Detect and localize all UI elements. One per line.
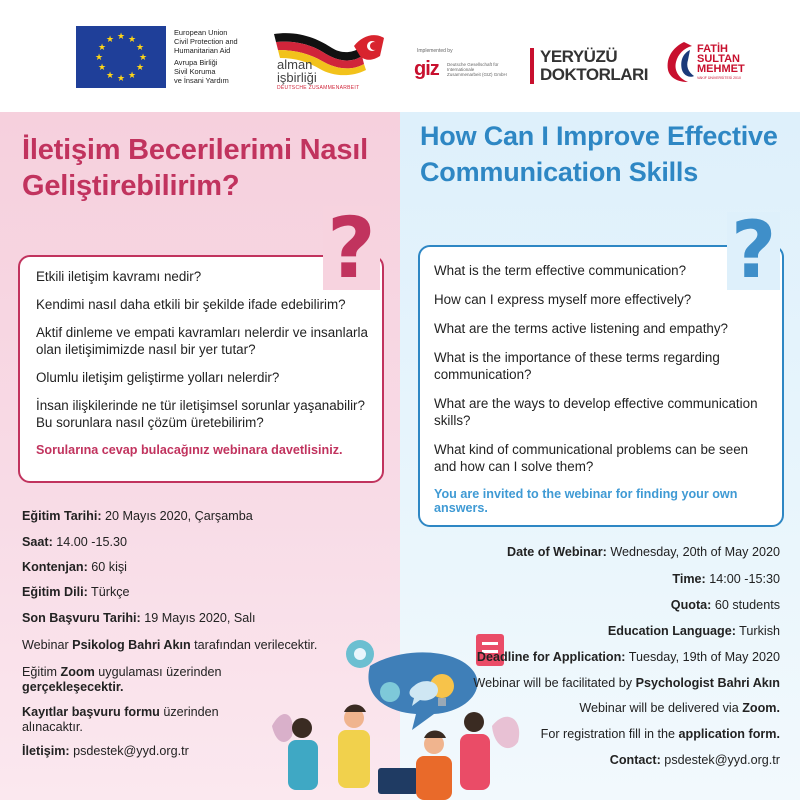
eu-flag-icon: ★ ★ ★ ★ ★ ★ ★ ★ ★ ★ ★ ★ — [76, 26, 166, 88]
turkish-question-list — [36, 268, 376, 458]
tr-date-label: Eğitim Tarihi: — [22, 509, 102, 523]
en-facilitator-row — [440, 676, 780, 691]
fsm-logo-icon — [664, 40, 696, 84]
tr-zoom-row — [22, 665, 262, 695]
en-date-label: Date of Webinar: — [507, 545, 607, 559]
tr-form-post: üzerinden alınacaktır. — [22, 705, 219, 734]
list-item: What are the terms active listening and empathy? — [434, 321, 728, 336]
eu-caption — [174, 28, 269, 85]
isbirligi-text: işbirliği — [277, 70, 317, 85]
en-deadline-row — [440, 650, 780, 665]
eu-caption-line: Humanitarian Aid — [174, 46, 231, 55]
tr-lang-label: Eğitim Dili: — [22, 585, 88, 599]
tr-form-row — [22, 705, 242, 735]
turkish-invite-text: Sorularına cevap bulacağınız webinara davetlisiniz. — [36, 443, 343, 457]
tr-zoom-name: Zoom — [60, 665, 95, 679]
tr-time-row — [22, 535, 342, 550]
en-quota-row — [440, 598, 780, 613]
en-zoom-pre: Webinar will be delivered via — [579, 701, 743, 715]
eu-caption-line: European Union — [174, 28, 228, 37]
en-deadline-value: Tuesday, 19th of May 2020 — [625, 650, 780, 664]
english-title: How Can I Improve Effective Communication Skills — [420, 121, 778, 187]
tr-deadline-label: Son Başvuru Tarihi: — [22, 611, 141, 625]
question-mark-icon: ? — [323, 206, 380, 290]
tr-deadline-row — [22, 611, 342, 626]
en-date-row — [440, 545, 780, 560]
english-question-list — [434, 262, 774, 515]
list-item: Olumlu iletişim geliştirme yolları nelerdir? — [36, 370, 280, 385]
list-item: What is the term effective communication? — [434, 263, 687, 278]
eu-caption-line: Avrupa Birliği — [174, 58, 218, 67]
implemented-by-text: Implemented by — [417, 48, 453, 54]
fsm-line: SULTAN — [697, 53, 740, 65]
list-item: Etkili iletişim kavramı nedir? — [36, 269, 202, 284]
tr-deadline-value: 19 Mayıs 2020, Salı — [140, 611, 256, 625]
list-item: How can I express myself more effectively? — [434, 292, 692, 307]
en-time-label: Time: — [672, 572, 706, 586]
tr-lang-row — [22, 585, 342, 600]
doktorlari-line: DOKTORLARI — [540, 65, 649, 84]
tr-zoom-post: gerçekleşecektir. — [22, 680, 124, 694]
tr-facilitator-pre: Webinar — [22, 638, 73, 652]
tr-quota-label: Kontenjan: — [22, 560, 88, 574]
logo-header — [0, 0, 800, 112]
en-form-row — [440, 727, 780, 742]
tr-contact-value: psdestek@yyd.org.tr — [69, 744, 189, 758]
yeryuzu-line: YERYÜZÜ — [540, 47, 618, 66]
fsm-logo-text — [697, 44, 745, 74]
tr-lang-value: Türkçe — [87, 585, 130, 599]
question-mark-icon: ? — [727, 212, 780, 290]
en-zoom-row — [440, 701, 780, 716]
tr-facilitator-post: tarafından verilecektir. — [190, 638, 318, 652]
deutsche-text: DEUTSCHE ZUSAMMENARBEIT — [277, 85, 360, 91]
eu-caption-line: ve İnsani Yardım — [174, 76, 229, 85]
giz-description: Deutsche Gesellschaft für Internationale Zusammenarbeit (GIZ) GmbH — [447, 62, 507, 77]
list-item: What are the ways to develop effective communication skills? — [434, 396, 758, 428]
tr-zoom-pre: Eğitim — [22, 665, 61, 679]
en-zoom-name: Zoom. — [742, 701, 780, 715]
en-time-value: 14:00 -15:30 — [705, 572, 780, 586]
list-item: Aktif dinleme ve empati kavramları nelerdir ve insanlarla olan iletişimimizde nasıl bir yer tutar? — [36, 325, 368, 357]
fsm-line: FATİH — [697, 43, 728, 55]
giz-logo: giz — [414, 58, 439, 80]
en-deadline-label: Deadline for Application: — [476, 650, 626, 664]
tr-date-row — [22, 509, 342, 524]
tr-contact-label: İletişim: — [22, 744, 70, 758]
en-contact-value: psdestek@yyd.org.tr — [660, 753, 780, 767]
en-quota-label: Quota: — [670, 598, 712, 612]
eu-caption-line: Sivil Koruma — [174, 67, 216, 76]
tr-zoom-mid: uygulaması üzerinden — [94, 665, 222, 679]
en-form-bold: application form. — [678, 727, 780, 741]
turkish-title: İletişim Becerilerimi Nasıl Geliştirebilirim? — [22, 134, 368, 202]
yeryuzu-doktorlari-logo — [530, 48, 648, 84]
list-item: What is the importance of these terms regarding communication? — [434, 350, 720, 382]
en-facilitator-name: Psychologist Bahri Akın — [635, 676, 780, 690]
list-item: Kendimi nasıl daha etkili bir şekilde ifade edebilirim? — [36, 297, 346, 312]
fsm-line: MEHMET — [697, 63, 745, 75]
tr-quota-row — [22, 560, 342, 575]
tr-time-label: Saat: — [22, 535, 53, 549]
list-item: İnsan ilişkilerinde ne tür iletişimsel sorunlar yaşanabilir? Bu sorunlara nasıl çözüm üretebilirim? — [36, 398, 365, 430]
en-quota-value: 60 students — [711, 598, 780, 612]
en-time-row — [440, 572, 780, 587]
en-lang-value: Turkish — [735, 624, 780, 638]
tr-time-value: 14.00 -15.30 — [52, 535, 128, 549]
fsm-sub-text: VAKIF ÜNİVERSİTESİ 2010 — [697, 76, 741, 80]
en-contact-row — [440, 753, 780, 768]
tr-form-bold: Kayıtlar başvuru formu — [22, 705, 160, 719]
alman-text: alman — [277, 57, 313, 72]
en-form-pre: For registration fill in the — [540, 727, 679, 741]
en-lang-row — [440, 624, 780, 639]
eu-caption-line: Civil Protection and — [174, 37, 238, 46]
en-date-value: Wednesday, 20th of May 2020 — [606, 545, 780, 559]
en-lang-label: Education Language: — [607, 624, 736, 638]
list-item: What kind of communicational problems can be seen and how can I solve them? — [434, 442, 749, 474]
tr-date-value: 20 Mayıs 2020, Çarşamba — [101, 509, 253, 523]
en-contact-label: Contact: — [609, 753, 661, 767]
en-facilitator-pre: Webinar will be facilitated by — [473, 676, 636, 690]
tr-facilitator-name: Psikolog Bahri Akın — [72, 638, 191, 652]
tr-quota-value: 60 kişi — [87, 560, 127, 574]
english-invite-text: You are invited to the webinar for finding your own answers. — [434, 487, 738, 515]
